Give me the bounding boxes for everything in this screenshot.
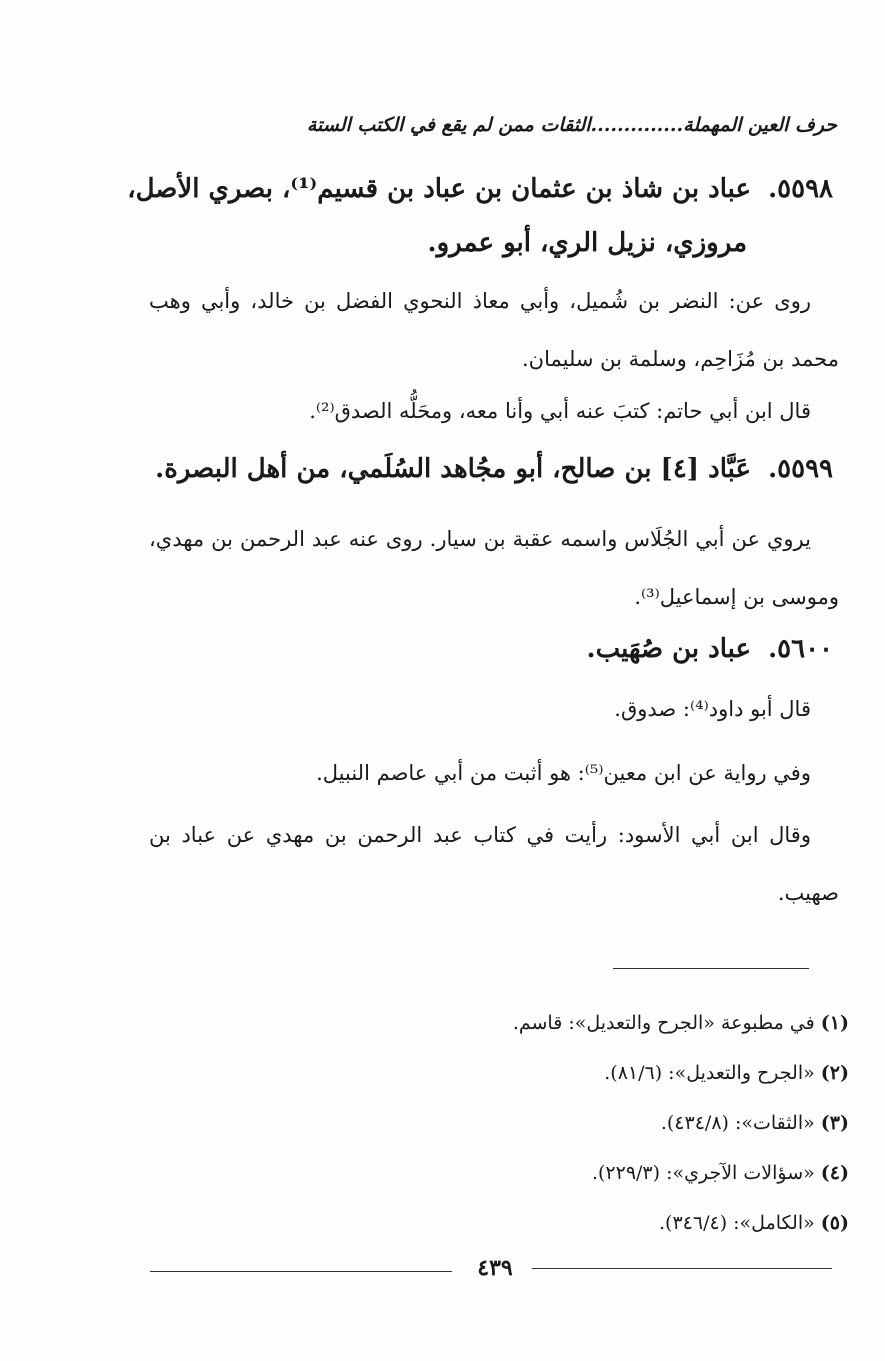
entry-number: ٥٥٩٨. (768, 174, 833, 204)
entry-paragraph (149, 680, 839, 738)
footnote-text: «الثقات»: (٤٣٤/٨). (660, 1112, 815, 1134)
entry-title-5598 (113, 160, 833, 218)
footnote-text: في مطبوعة «الجرح والتعديل»: قاسم. (512, 1012, 815, 1034)
footnote-5 (149, 1198, 849, 1248)
footnote-2 (149, 1048, 849, 1098)
footnote-4 (149, 1148, 849, 1198)
entry-title-5598-cont (27, 214, 747, 272)
footnotes (149, 998, 849, 1248)
footnote-text: «الجرح والتعديل»: (٨١/٦). (604, 1062, 815, 1084)
page-footer-rule-right (532, 1268, 832, 1269)
entry-paragraph (149, 510, 839, 626)
footnote-mark: (٣) (820, 1112, 849, 1134)
entry-number: ٥٦٠٠. (768, 634, 833, 664)
entry-title-text: عباد بن شاذ بن عثمان بن عباد بن قسيم⁽¹⁾، بصري الأصل، (127, 174, 752, 204)
entry-number: ٥٥٩٩. (768, 454, 833, 484)
footnote-mark: (٢) (820, 1062, 849, 1084)
paragraph-text: روى عن: النضر بن شُميل، وأبي معاذ النحوي الفضل بن خالد، وأبي وهب محمد بن مُزَاحِم، وسلمة بن سليمان. (149, 289, 839, 371)
paragraph-text: وفي رواية عن ابن معين⁽⁵⁾: هو أثبت من أبي عاصم النبيل. (316, 761, 811, 785)
entry-paragraph (149, 806, 839, 922)
entry-title-text: عَبَّاد [٤] بن صالح، أبو مجُاهد السُلَمي، من أهل البصرة. (155, 454, 752, 484)
entry-title-5600 (113, 620, 833, 678)
entry-paragraph (149, 272, 839, 388)
entry-paragraph (149, 744, 839, 802)
footnote-3 (149, 1098, 849, 1148)
footnote-mark: (٥) (820, 1212, 849, 1234)
entry-title-5599 (113, 440, 833, 498)
entry-title-text: عباد بن صُهَيب. (586, 634, 752, 664)
running-head: حرف العين المهملة..............الثقات ممن لم يقع في الكتب الستة (306, 114, 837, 136)
entry-paragraph (149, 382, 839, 440)
footnote-mark: (١) (820, 1012, 849, 1034)
footnote-text: «سؤالات الآجري»: (٢٢٩/٣). (591, 1162, 815, 1184)
footnote-1 (149, 998, 849, 1048)
page-number: ٤٣٩ (477, 1255, 513, 1281)
paragraph-text: قال ابن أبي حاتم: كتبَ عنه أبي وأنا معه، ومحَلُّه الصدق⁽²⁾. (309, 399, 811, 423)
footnote-text: «الكامل»: (٣٤٦/٤). (659, 1212, 815, 1234)
paragraph-text: يروي عن أبي الجُلَاس واسمه عقبة بن سيار. روى عنه عبد الرحمن بن مهدي، وموسى بن إسماعيل⁽³⁾. (149, 527, 839, 609)
footnote-divider (613, 968, 809, 969)
entry-title-text: مروزي، نزيل الري، أبو عمرو. (427, 228, 747, 258)
page-footer-rule-left (150, 1271, 452, 1272)
paragraph-text: وقال ابن أبي الأسود: رأيت في كتاب عبد الرحمن بن مهدي عن عباد بن صهيب. (149, 823, 839, 905)
paragraph-text: قال أبو داود⁽⁴⁾: صدوق. (614, 697, 811, 721)
footnote-mark: (٤) (820, 1162, 849, 1184)
